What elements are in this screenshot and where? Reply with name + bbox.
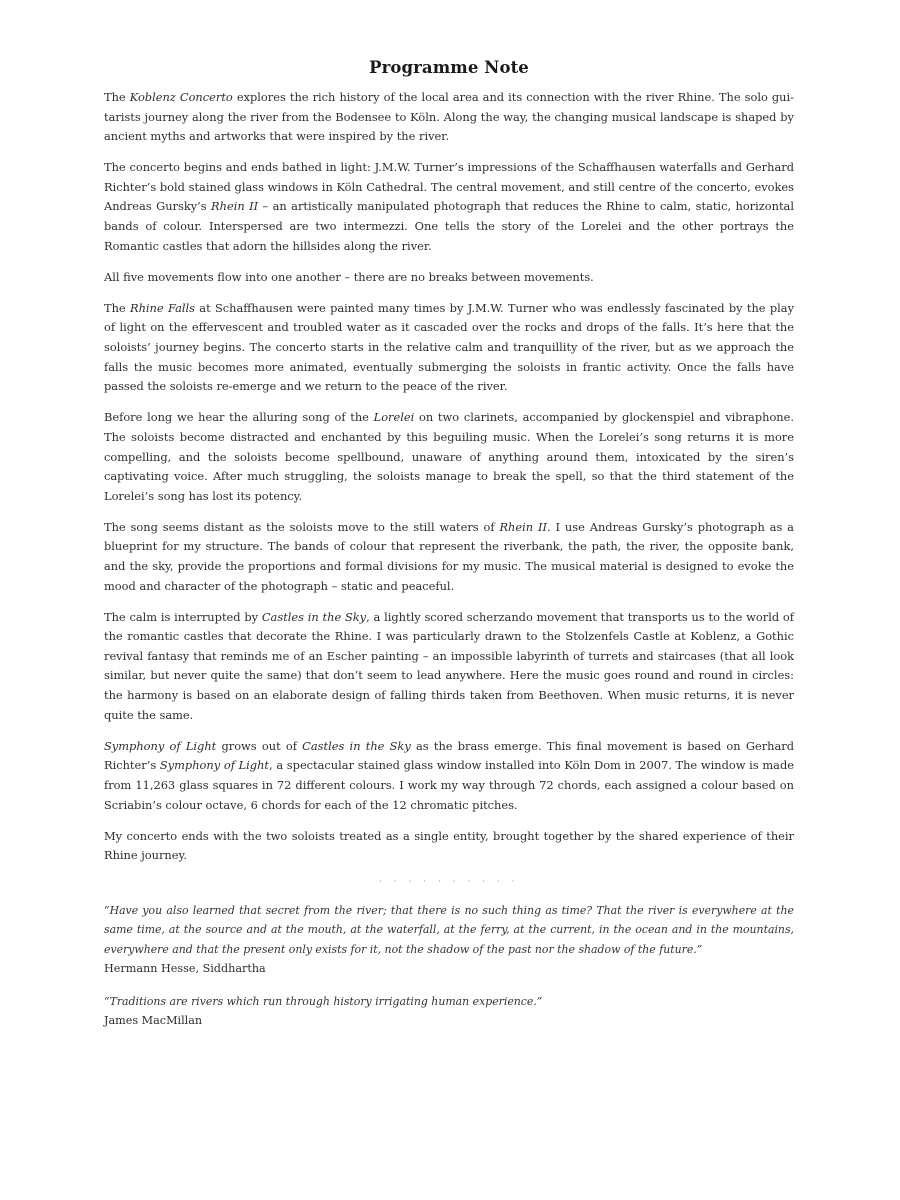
text-run: The song seems distant as the soloists move to the still waters of: [104, 519, 500, 534]
italic-title: Koblenz Concerto: [129, 90, 233, 104]
italic-title: Lorelei: [373, 410, 415, 425]
italic-title: Symphony of Light: [159, 758, 270, 773]
text-run: , a lightly scored scherzando movement that transports us to the world of the romantic castles that decorate the Rhine. I was particularly drawn to the Stolzenfels Castle at Koblenz, a Gothic revival fantasy that reminds me of an Escher painting – an impossible labyrinth of turrets and staircases (that all look similar, but never quite the same) that don’t seem to lead anywhere. Here the music goes round and round in circles: the harmony is based on an elaborate design of falling thirds taken from Beethoven. When music returns, it is never quite the same.: [104, 609, 794, 722]
quote-block: [104, 901, 794, 978]
italic-title: Rhine Falls: [130, 300, 195, 315]
page-title: Programme Note: [369, 58, 529, 77]
text-run: – an artistically manipulated photograph that reduces the Rhine to calm, static, horizontal bands of colour. Interspersed are two intermezzi. One tells the story of the Lorelei and the other portrays the Romantic castles that adorn the hillsides along the river.: [104, 199, 794, 253]
text-run: at Schaffhausen were painted many times by J.M.W. Turner who was endlessly fascinated by the play of light on the effervescent and troubled water as it cascaded over the rocks and drops of the falls. It’s here that the soloists’ journey begins. The concerto starts in the relative calm and tranquillity of the river, but as we approach the falls the music becomes more animated, eventually submerging the soloists in frantic activity. Once the falls have passed the soloists re-emerge and we return to the peace of the river.: [104, 300, 795, 394]
programme-note-body: [104, 88, 794, 866]
quote-text: “Traditions are rivers which run through history irrigating human experience.”: [104, 994, 543, 1008]
italic-title: Castles in the Sky: [261, 609, 367, 624]
text-run: , a spectacular stained glass window installed into Köln Dom in 2007. The window is made from 11,263 glass squares in 72 different colours. I work my way through 72 chords, each assigned a colour based on Scriabin’s colour octave, 6 chords for each of the 12 chromatic pitches.: [104, 758, 794, 812]
text-run: . I use Andreas Gursky’s photograph as a blueprint for my structure. The bands of colour that represent the riverbank, the path, the river, the opposite bank, and the sky, provide the proportions and formal divisions for my music. The musical material is designed to evoke the mood and character of the photograph – static and peaceful.: [104, 519, 794, 593]
text-run: Before long we hear the alluring song of the: [104, 410, 374, 425]
text-run: The calm is interrupted by: [104, 609, 262, 624]
italic-title: Castles in the Sky: [302, 738, 411, 753]
paragraph: [104, 737, 794, 815]
quote-attribution: Hermann Hesse, Siddhartha: [104, 961, 266, 975]
text-run: All five movements flow into one another – there are no breaks between movements.: [104, 269, 594, 284]
paragraph: [104, 268, 794, 288]
paragraph: [104, 827, 794, 866]
text-run: My concerto ends with the two soloists treated as a single entity, brought together by the shared experience of their Rhine journey.: [104, 828, 794, 863]
text-run: explores the rich history of the local area and its connection with the river Rhine. The solo guitarists journey along the river from the Bodensee to Köln. Along the way, the changing musical landscape is shaped by ancient myths and artworks that were inspired by the river.: [104, 90, 795, 144]
italic-title: Rhein II: [211, 199, 259, 214]
quote-attribution: James MacMillan: [104, 1014, 203, 1028]
paragraph: [104, 518, 794, 596]
italic-title: Rhein II: [499, 519, 548, 534]
paragraph: [104, 408, 794, 506]
section-divider: · · · · · · · · · ·: [379, 877, 519, 888]
quote-block: [104, 992, 794, 1030]
italic-title: Symphony of Light: [104, 738, 217, 753]
paragraph: [104, 88, 794, 147]
text-run: The: [104, 90, 130, 104]
text-run: as the brass emerge. This final movement is based on Gerhard Richter’s: [104, 738, 794, 773]
text-run: on two clarinets, accompanied by glockenspiel and vibraphone. The soloists become distracted and enchanted by this beguiling music. When the Lorelei’s song returns it is more compelling, and the soloists become spellbound, unaware of anything around them, intoxicated by the siren’s captivating voice. After much struggling, the soloists manage to break the spell, so that the third statement of the Lorelei’s song has lost its potency.: [104, 410, 795, 503]
paragraph: [104, 299, 794, 397]
quote-text: “Have you also learned that secret from the river; that there is no such thing as time? That the river is everywhere at the same time, at the source and at the mouth, at the waterfall, at the ferry, at the current, in the ocean and in the mountains, everywhere and that the present only exists for it, not the shadow of the past nor the shadow of the future.”: [104, 904, 794, 956]
text-run: The concerto begins and ends bathed in light: J.M.W. Turner’s impressions of the Schaffhausen waterfalls and Gerhard Richter’s bold stained glass windows in Köln Cathedral. The central movement, and still centre of the concerto, evokes Andreas Gursky’s: [104, 160, 794, 214]
paragraph: [104, 608, 794, 726]
paragraph: [104, 158, 794, 256]
text-run: grows out of: [216, 738, 303, 753]
text-run: The: [104, 300, 130, 315]
